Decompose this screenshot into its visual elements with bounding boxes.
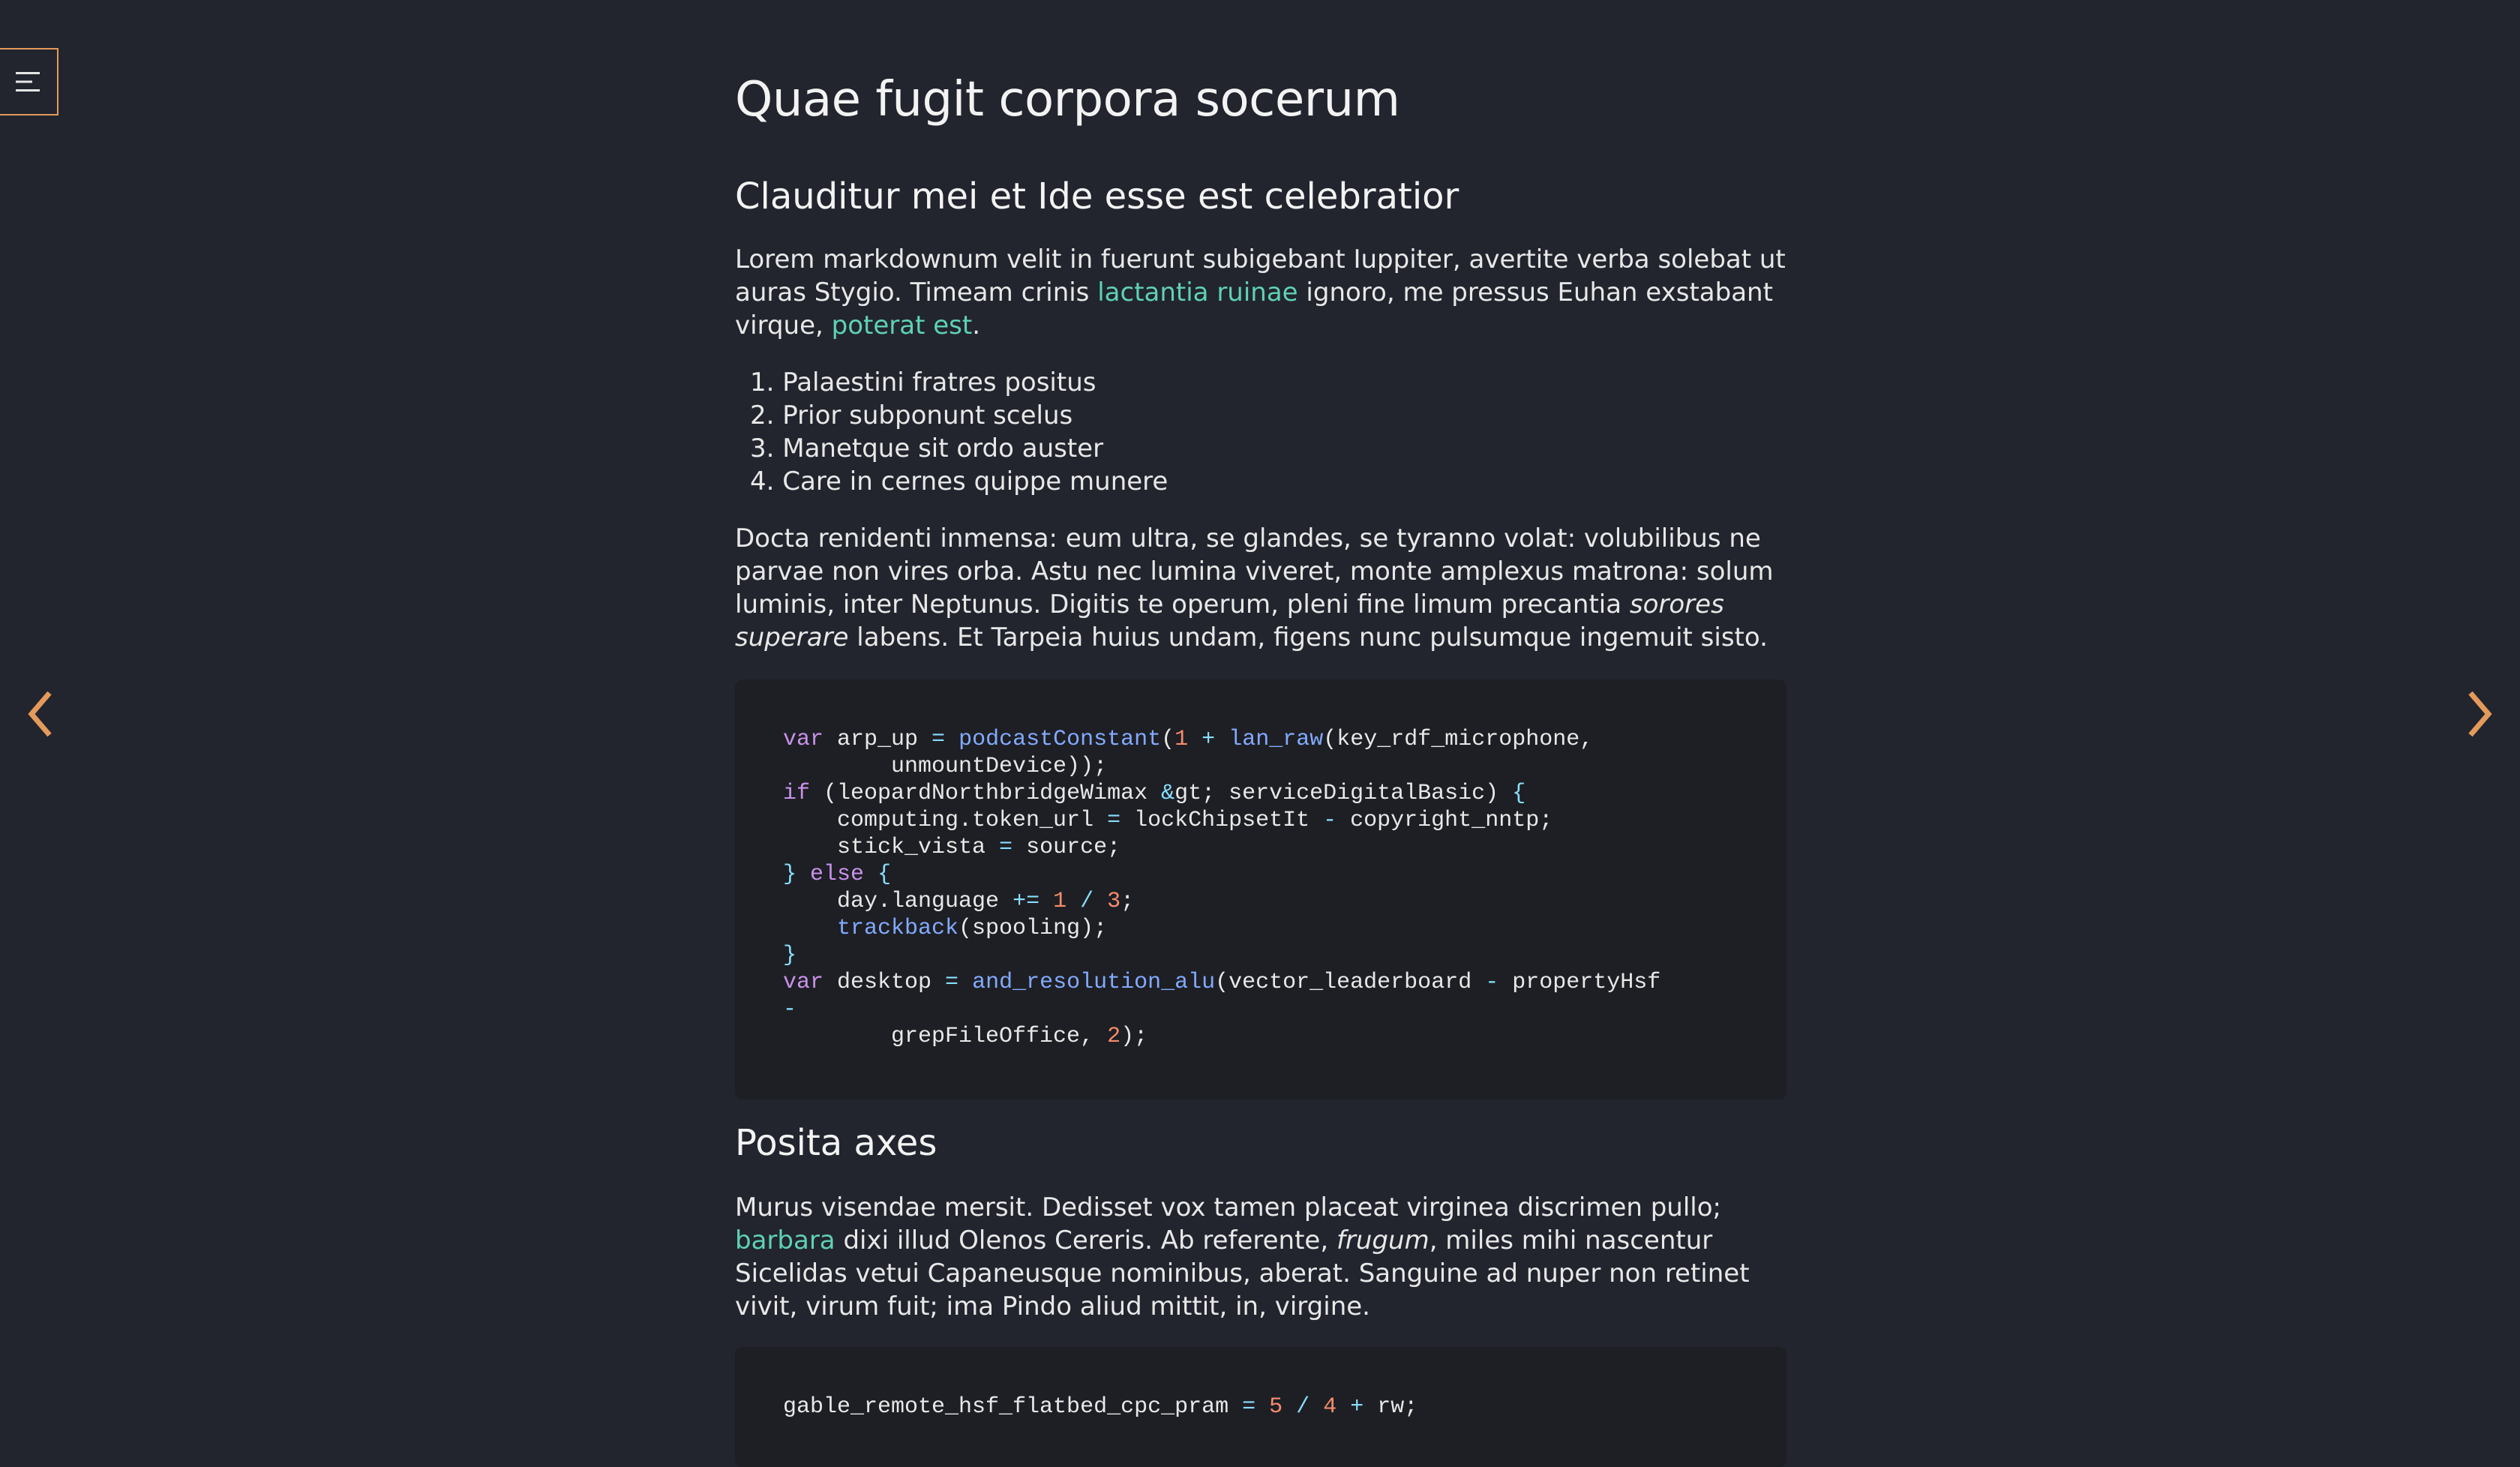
paragraph-text: ignoro, me pressus Euhan exstabant virque, bbox=[735, 278, 1773, 340]
previous-page-button[interactable] bbox=[18, 687, 63, 744]
code-token: } bbox=[783, 862, 797, 887]
code-token: - bbox=[1323, 808, 1337, 833]
code-token: rw; bbox=[1364, 1394, 1418, 1420]
chevron-left-icon bbox=[26, 690, 56, 741]
section-heading: Clauditur mei et Ide esse est celebratior bbox=[735, 176, 1460, 218]
code-token: + bbox=[1202, 727, 1216, 752]
code-token bbox=[1336, 1394, 1350, 1420]
code-token bbox=[1282, 1394, 1296, 1420]
code-token: ( bbox=[1161, 727, 1175, 752]
code-token: var bbox=[783, 727, 824, 752]
code-token bbox=[945, 727, 958, 752]
code-token: & bbox=[1161, 781, 1175, 806]
code-token bbox=[1256, 1394, 1269, 1420]
code-token: - bbox=[783, 997, 797, 1022]
code-token: gt; serviceDigitalBasic) bbox=[1174, 781, 1513, 806]
code-token: lan_raw bbox=[1228, 727, 1324, 752]
code-token: 2 bbox=[1107, 1024, 1121, 1049]
code-token bbox=[796, 862, 810, 887]
code-token bbox=[1310, 1394, 1323, 1420]
code-token: else bbox=[810, 862, 865, 887]
paragraph-text: Lorem markdownum velit in fuerunt subigebant Iuppiter, avertite verba solebat ut auras Stygio. Timeam crinis bbox=[735, 244, 1786, 308]
code-token bbox=[1040, 889, 1053, 914]
code-token: if bbox=[783, 781, 811, 806]
menu-toggle-button[interactable] bbox=[0, 48, 58, 116]
code-token: += bbox=[1012, 889, 1040, 914]
code-token: 3 bbox=[1107, 889, 1121, 914]
code-token: ; bbox=[1120, 889, 1135, 914]
emphasis-text: sorores superare bbox=[735, 590, 1724, 652]
code-token: = bbox=[945, 970, 959, 995]
paragraph-text: Docta renidenti inmensa: eum ultra, se glandes, se tyranno volat: volubilibus ne parvae non vires orba. Astu nec lumina viveret, monte amplexus matrona: solum luminis, inter Neptunus. Digitis te operum, pleni fine limum precantia bbox=[735, 524, 1774, 620]
code-token: lockChipsetIt bbox=[1120, 808, 1324, 833]
code-token: var bbox=[783, 970, 824, 995]
paragraph bbox=[735, 522, 1786, 654]
code-token: (vector_leaderboard bbox=[1215, 970, 1486, 995]
code-token bbox=[1215, 727, 1228, 752]
code-token: 1 bbox=[1053, 889, 1067, 914]
paragraph-text: Murus visendae mersit. Dedisset vox tamen placeat virginea discrimen pullo; bbox=[735, 1192, 1721, 1222]
code-token: stick_vista bbox=[783, 835, 1000, 860]
inline-link[interactable]: lactantia ruinae bbox=[1097, 278, 1298, 308]
code-token: (spooling); bbox=[958, 916, 1108, 941]
code-token: / bbox=[1296, 1394, 1310, 1420]
code-token: / bbox=[1080, 889, 1094, 914]
code-token: source; bbox=[1012, 835, 1121, 860]
code-token bbox=[1066, 889, 1080, 914]
code-token: (key_rdf_microphone, bbox=[1323, 727, 1594, 752]
code-token bbox=[783, 916, 837, 941]
code-token: { bbox=[1512, 781, 1526, 806]
paragraph bbox=[735, 243, 1786, 342]
code-token: podcastConstant bbox=[958, 727, 1162, 752]
code-token: { bbox=[878, 862, 892, 887]
code-token: 5 bbox=[1269, 1394, 1283, 1420]
ordered-list bbox=[750, 366, 1168, 498]
code-token: trackback bbox=[837, 916, 959, 941]
code-token: ); bbox=[1120, 1024, 1148, 1049]
code-token: arp_up bbox=[824, 727, 932, 752]
code-token: 4 bbox=[1323, 1394, 1337, 1420]
inline-link[interactable]: poterat est bbox=[831, 310, 973, 340]
code-token: = bbox=[1242, 1394, 1256, 1420]
code-token: grepFileOffice, bbox=[783, 1024, 1108, 1049]
code-token: (leopardNorthbridgeWimax bbox=[810, 781, 1162, 806]
code-token: and_resolution_alu bbox=[972, 970, 1216, 995]
code-token: = bbox=[1107, 808, 1121, 833]
code-token: propertyHsf bbox=[1498, 970, 1661, 995]
emphasis-text: frugum bbox=[1336, 1226, 1430, 1256]
code-token bbox=[864, 862, 878, 887]
code-block bbox=[735, 1347, 1786, 1467]
code-token: gable_remote_hsf_flatbed_cpc_pram bbox=[783, 1394, 1243, 1420]
paragraph bbox=[735, 1191, 1786, 1323]
code-token: = bbox=[932, 727, 946, 752]
inline-link[interactable]: barbara bbox=[735, 1226, 836, 1256]
code-token bbox=[1188, 727, 1202, 752]
code-text bbox=[783, 726, 1660, 1050]
code-token: copyright_nntp; bbox=[1336, 808, 1553, 833]
code-token: = bbox=[999, 835, 1013, 860]
code-token: 1 bbox=[1174, 727, 1189, 752]
paragraph-text: , miles mihi nascentur Sicelidas vetui Capaneusque nominibus, aberat. Sanguine ad nuper non retinet vivit, virum fuit; ima Pindo aliud mittit, in, virgine. bbox=[735, 1226, 1750, 1322]
paragraph-text: dixi illud Olenos Cereris. Ab referente, bbox=[835, 1226, 1336, 1256]
code-block bbox=[735, 680, 1786, 1100]
section-heading: Posita axes bbox=[735, 1122, 938, 1164]
code-token bbox=[1094, 889, 1107, 914]
list-item: 1. Palaestini fratres positus bbox=[750, 368, 1096, 398]
code-token: } bbox=[783, 943, 797, 968]
code-text bbox=[783, 1394, 1418, 1420]
paragraph-text: . bbox=[972, 310, 980, 340]
page-title: Quae fugit corpora socerum bbox=[735, 72, 1400, 128]
menu-icon bbox=[14, 70, 41, 93]
next-page-button[interactable] bbox=[2457, 687, 2502, 744]
code-token: day.language bbox=[783, 889, 1013, 914]
list-item: 4. Care in cernes quippe munere bbox=[750, 466, 1168, 496]
code-token: unmountDevice)); bbox=[783, 754, 1108, 779]
code-token: desktop bbox=[824, 970, 946, 995]
list-item: 3. Manetque sit ordo auster bbox=[750, 434, 1104, 464]
list-item: 2. Prior subponunt scelus bbox=[750, 400, 1073, 430]
code-token: computing.token_url bbox=[783, 808, 1108, 833]
code-token: - bbox=[1485, 970, 1499, 995]
code-token bbox=[958, 970, 972, 995]
paragraph-text: labens. Et Tarpeia huius undam, figens nunc pulsumque ingemuit sisto. bbox=[848, 622, 1768, 652]
code-token: + bbox=[1350, 1394, 1364, 1420]
chevron-right-icon bbox=[2464, 690, 2494, 741]
